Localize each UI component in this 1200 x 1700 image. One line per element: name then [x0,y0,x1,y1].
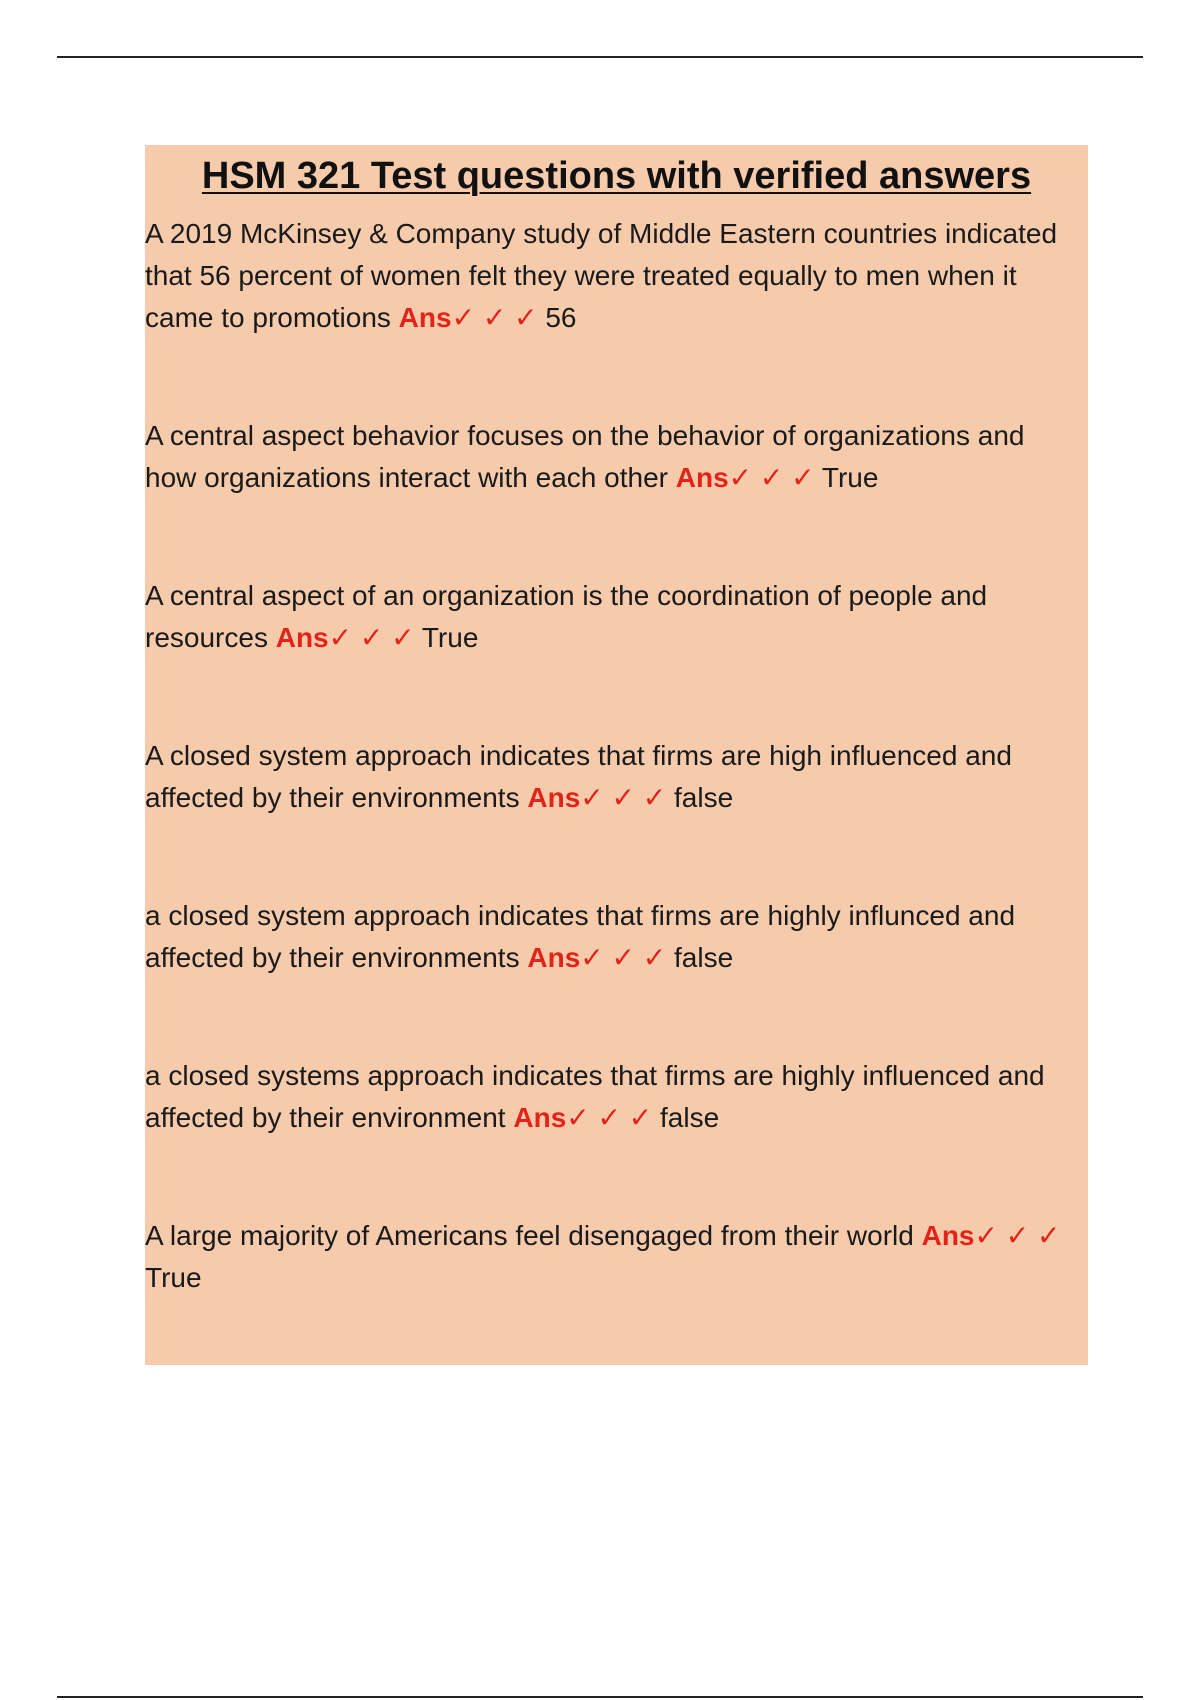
qa-item [145,575,1088,659]
answer-text: True [145,1262,202,1293]
question-text: a closed systems approach indicates that firms are highly influenced and affected by their environment [145,1060,1045,1133]
ans-label: Ans [513,1102,567,1133]
answer-text: 56 [545,302,577,333]
check-marks-icon: ✓ ✓ ✓ [580,782,667,813]
question-text: a closed system approach indicates that firms are highly influnced and affected by their environments [145,900,1016,973]
ans-label: Ans [527,782,581,813]
question-text: A 2019 McKinsey & Company study of Middle Eastern countries indicated that 56 percent of women felt they were treated equally to men when it came to promotions [145,218,1058,333]
answer-text: false [674,942,734,973]
ans-label: Ans [275,622,329,653]
check-marks-icon: ✓ ✓ ✓ [566,1102,653,1133]
qa-list [145,213,1088,1299]
ans-label: Ans [398,302,452,333]
qa-panel [145,145,1088,1365]
answer-text: True [421,622,479,653]
answer-text: false [674,782,734,813]
question-text: A large majority of Americans feel disengaged from their world [145,1220,914,1251]
qa-item [145,895,1088,979]
check-marks-icon: ✓ ✓ ✓ [580,942,667,973]
qa-item [145,735,1088,819]
question-text: A central aspect behavior focuses on the behavior of organizations and how organizations interact with each other [145,420,1025,493]
check-marks-icon: ✓ ✓ ✓ [728,462,815,493]
question-text: A central aspect of an organization is the coordination of people and resources [145,580,988,653]
check-marks-icon: ✓ ✓ ✓ [974,1220,1061,1251]
check-marks-icon: ✓ ✓ ✓ [451,302,538,333]
qa-item [145,415,1088,499]
check-marks-icon: ✓ ✓ ✓ [328,622,415,653]
ans-label: Ans [527,942,581,973]
document-title: HSM 321 Test questions with verified answers [201,155,1032,197]
qa-item [145,1055,1088,1139]
qa-item [145,1215,1088,1299]
qa-item [145,213,1088,339]
ans-label: Ans [921,1220,975,1251]
answer-text: True [821,462,879,493]
ans-label: Ans [675,462,729,493]
answer-text: false [660,1102,720,1133]
bottom-rule [57,1696,1143,1698]
question-text: A closed system approach indicates that firms are high influenced and affected by their environments [145,740,1012,813]
top-rule [57,56,1143,58]
